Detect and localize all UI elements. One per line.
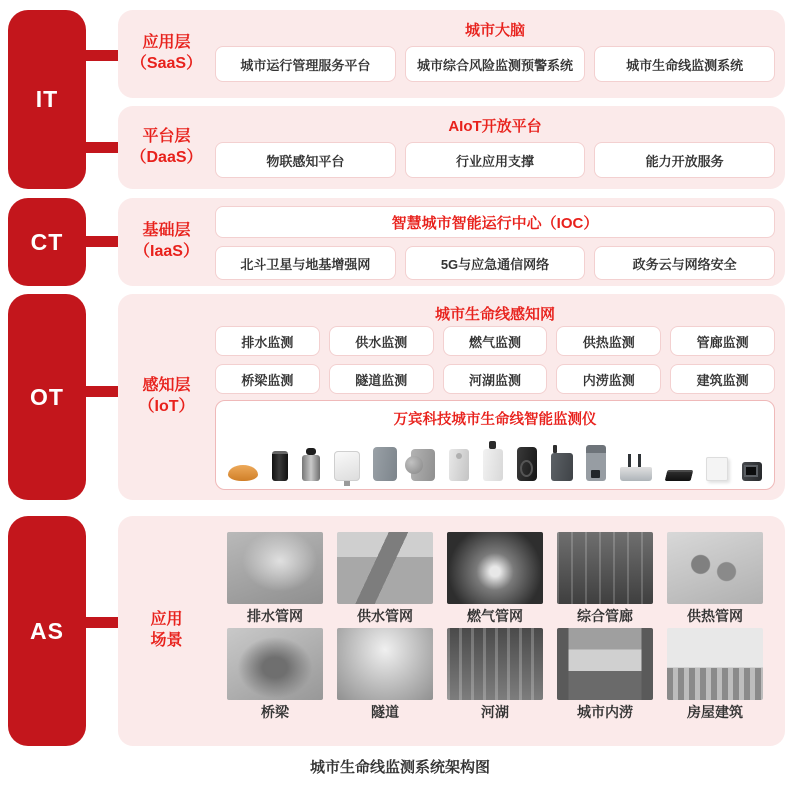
daas-box-iot-sensing: 物联感知平台 <box>215 142 396 178</box>
iot-box-drainage: 排水监测 <box>215 326 320 356</box>
iot-box-row-2 <box>215 364 775 394</box>
iot-layer-label-line2: （IoT） <box>138 398 195 415</box>
scene-row-1 <box>215 532 775 628</box>
daas-panel-body <box>215 106 775 189</box>
device-card <box>215 400 775 490</box>
iot-layer-label <box>118 294 215 500</box>
scene-tunnel-image <box>337 628 433 700</box>
scene-buildings-label: 房屋建筑 <box>687 704 743 720</box>
connector-ot-iot <box>84 386 120 397</box>
daas-box-industry-support: 行业应用支撑 <box>405 142 586 178</box>
iot-box-river: 河湖监测 <box>443 364 548 394</box>
scene-urban-waterlogging-image <box>557 628 653 700</box>
scene-water-supply-network <box>337 532 433 628</box>
wall-panel-terminal-icon <box>706 457 728 481</box>
level-gauge-cylinder-icon <box>272 451 288 481</box>
panel-daas <box>118 106 785 189</box>
iot-title: 城市生命线感知网 <box>434 306 555 323</box>
scene-utility-corridor-label: 综合管廊 <box>577 608 633 624</box>
iot-box-building: 建筑监测 <box>670 364 775 394</box>
scene-bridge-label: 桥梁 <box>261 704 289 720</box>
iaas-layer-label <box>118 198 215 286</box>
rail-block-ot <box>8 294 86 500</box>
scene-tunnel-label: 隧道 <box>371 704 399 720</box>
saas-box-row <box>215 46 775 82</box>
saas-panel-body <box>215 10 775 98</box>
manhole-sensor-icon <box>228 465 258 481</box>
scene-heating-network <box>667 532 763 628</box>
connector-as-scenes <box>84 617 120 628</box>
scene-gas-network-label: 燃气管网 <box>467 608 523 624</box>
daas-layer-label <box>118 106 215 189</box>
scene-water-supply-network-label: 供水管网 <box>357 608 413 624</box>
iaas-layer-label-line2: （IaaS） <box>134 243 199 260</box>
iot-layer-label-line1: 感知层 <box>142 377 191 395</box>
flat-data-logger-icon <box>665 470 694 481</box>
scene-drainage-network <box>227 532 323 628</box>
telemetry-terminal-icon <box>334 451 360 481</box>
panel-iot <box>118 294 785 500</box>
scene-river-lake-label: 河湖 <box>481 704 509 720</box>
rail-block-it <box>8 10 86 189</box>
iaas-box-row <box>215 246 775 280</box>
connector-it-saas <box>84 50 120 61</box>
iaas-panel-body <box>215 198 775 286</box>
iot-box-heating: 供热监测 <box>556 326 661 356</box>
scene-urban-waterlogging <box>557 628 653 724</box>
scene-bridge <box>227 628 323 724</box>
pressure-slab-monitor-icon <box>373 447 397 481</box>
saas-layer-label-line1: 应用层 <box>142 34 191 52</box>
scene-river-lake <box>447 628 543 724</box>
iaas-layer-label-line1: 基础层 <box>142 222 191 240</box>
liquid-level-sensor-icon <box>302 455 320 481</box>
cube-camera-sensor-icon <box>742 462 762 481</box>
device-card-title: 万宾科技城市生命线智能监测仪 <box>393 412 597 428</box>
iot-box-waterlogging: 内涝监测 <box>556 364 661 394</box>
stub-antenna-box-icon <box>551 453 573 481</box>
saas-box-risk-warning: 城市综合风险监测预警系统 <box>405 46 586 82</box>
daas-title: AIoT开放平台 <box>448 118 542 135</box>
scene-drainage-network-label: 排水管网 <box>247 608 303 624</box>
rail-label-it: IT <box>35 86 59 112</box>
scene-water-supply-network-image <box>337 532 433 604</box>
saas-title: 城市大脑 <box>464 22 525 39</box>
iot-box-corridor: 管廊监测 <box>670 326 775 356</box>
daas-box-row <box>215 142 775 178</box>
scene-heating-network-image <box>667 532 763 604</box>
daas-layer-label-line2: （DaaS） <box>130 148 203 166</box>
iot-box-row-1 <box>215 326 775 356</box>
iaas-box-beidou: 北斗卫星与地基增强网 <box>215 246 396 280</box>
tall-monitor-unit-icon <box>586 445 606 481</box>
panel-scenes <box>118 516 785 746</box>
rail-label-ct: CT <box>30 228 64 255</box>
scene-utility-corridor <box>557 532 653 628</box>
diagram-caption: 城市生命线监测系统架构图 <box>309 759 490 776</box>
scene-drainage-network-image <box>227 532 323 604</box>
scene-buildings-image <box>667 628 763 700</box>
connector-it-daas <box>84 142 120 153</box>
scene-heating-network-label: 供热管网 <box>687 608 743 624</box>
antenna-top-sensor-icon <box>483 449 503 481</box>
saas-box-city-operation: 城市运行管理服务平台 <box>215 46 396 82</box>
scene-gas-network-image <box>447 532 543 604</box>
scene-row-2 <box>215 628 775 724</box>
device-row <box>228 437 762 481</box>
scene-river-lake-image <box>447 628 543 700</box>
scene-utility-corridor-image <box>557 532 653 604</box>
iaas-box-gov-cloud: 政务云与网络安全 <box>594 246 775 280</box>
rail-block-ct <box>8 198 86 286</box>
scenes-layer-label-line2: 场景 <box>150 632 183 649</box>
scenes-layer-label-line1: 应用 <box>150 611 183 629</box>
scene-grid <box>215 516 775 746</box>
flow-disc-monitor-icon <box>411 449 435 481</box>
scene-buildings <box>667 628 763 724</box>
iaas-title-box: 智慧城市智能运行中心（IOC） <box>215 206 775 238</box>
saas-layer-label-line2: （SaaS） <box>130 55 203 72</box>
iot-box-water-supply: 供水监测 <box>329 326 434 356</box>
rail-block-as <box>8 516 86 746</box>
scene-tunnel <box>337 628 433 724</box>
dual-antenna-gateway-icon <box>620 467 652 481</box>
rail-label-as: AS <box>30 617 64 644</box>
saas-box-lifeline-monitoring: 城市生命线监测系统 <box>594 46 775 82</box>
scenes-layer-label <box>118 516 215 746</box>
gas-detector-icon <box>449 449 469 481</box>
connector-ct-iaas <box>84 236 120 247</box>
iaas-box-5g-network: 5G与应急通信网络 <box>405 246 586 280</box>
iot-panel-body <box>215 294 775 500</box>
iot-box-gas: 燃气监测 <box>443 326 548 356</box>
panel-iaas <box>118 198 785 286</box>
daas-box-open-capability: 能力开放服务 <box>594 142 775 178</box>
saas-layer-label <box>118 10 215 98</box>
daas-layer-label-line1: 平台层 <box>142 127 191 145</box>
scene-gas-network <box>447 532 543 628</box>
iot-box-bridge: 桥梁监测 <box>215 364 320 394</box>
oval-face-monitor-icon <box>517 447 537 481</box>
iot-box-tunnel: 隧道监测 <box>329 364 434 394</box>
scene-urban-waterlogging-label: 城市内涝 <box>577 704 633 720</box>
scene-bridge-image <box>227 628 323 700</box>
rail-label-ot: OT <box>30 383 64 410</box>
panel-saas <box>118 10 785 98</box>
